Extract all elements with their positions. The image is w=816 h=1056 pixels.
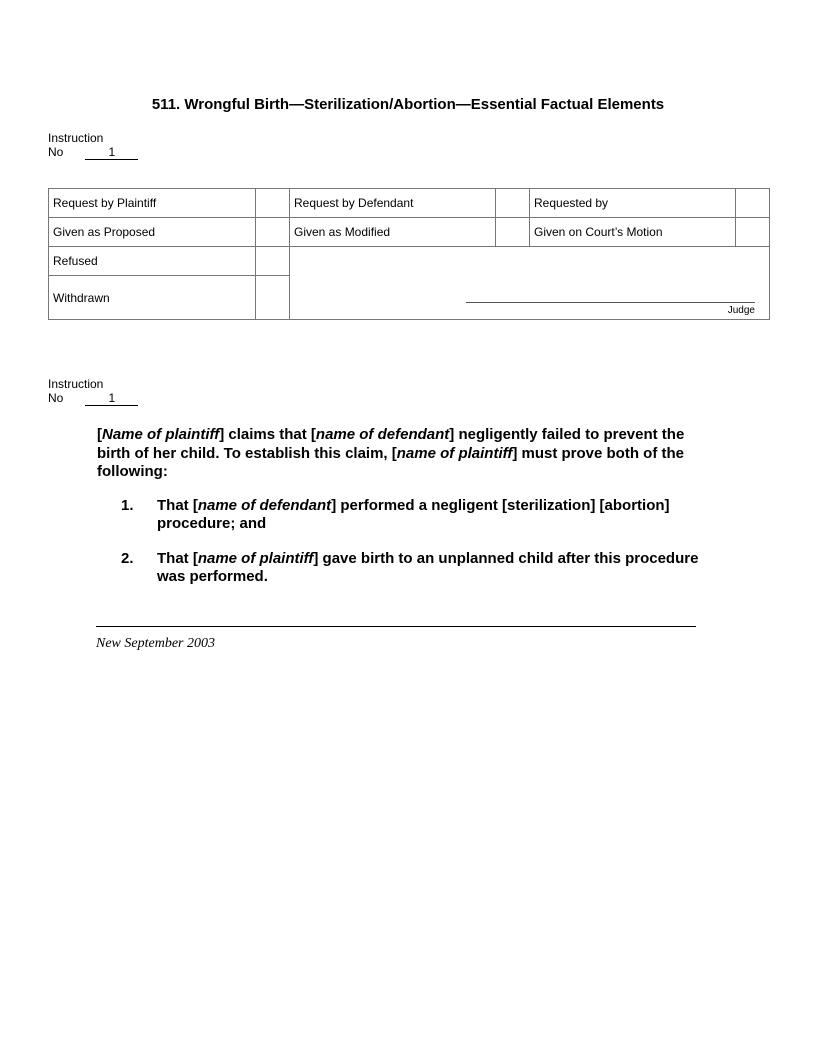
placeholder-defendant: name of defendant bbox=[315, 426, 450, 443]
element-number: 1. bbox=[121, 496, 134, 514]
judge-signature-line[interactable] bbox=[466, 302, 755, 303]
element-text: That [ bbox=[157, 496, 198, 514]
placeholder-plaintiff: Name of plaintiff bbox=[102, 426, 220, 443]
instruction-no-row bbox=[48, 145, 138, 160]
given-as-modified-checkbox[interactable] bbox=[496, 218, 530, 247]
divider bbox=[96, 626, 696, 627]
given-as-proposed-checkbox[interactable] bbox=[256, 218, 290, 247]
withdrawn-checkbox[interactable] bbox=[256, 276, 290, 320]
intro-paragraph bbox=[97, 426, 717, 482]
request-by-defendant-label: Request by Defendant bbox=[290, 189, 496, 218]
instruction-no-value: 1 bbox=[85, 392, 138, 406]
given-as-modified-label: Given as Modified bbox=[290, 218, 496, 247]
request-by-defendant-checkbox[interactable] bbox=[496, 189, 530, 218]
elements-list bbox=[97, 497, 717, 587]
instruction-number-block-bottom bbox=[48, 377, 138, 406]
element-text: That [ bbox=[157, 549, 198, 567]
element-text: ] performed a negligent [sterilization] [abortion] procedure; and bbox=[157, 496, 670, 532]
requested-by-checkbox[interactable] bbox=[736, 189, 770, 218]
intro-text: ] claims that [ bbox=[219, 426, 316, 443]
judge-signature-area bbox=[290, 247, 770, 320]
given-on-courts-motion-checkbox[interactable] bbox=[736, 218, 770, 247]
list-item bbox=[97, 497, 717, 534]
given-as-proposed-label: Given as Proposed bbox=[49, 218, 256, 247]
placeholder-plaintiff: name of plaintiff bbox=[197, 549, 314, 567]
instruction-title: 511. Wrongful Birth—Sterilization/Abortion—Essential Factual Elements bbox=[151, 96, 665, 113]
instruction-number-block-top bbox=[48, 131, 138, 160]
instruction-label: Instruction bbox=[48, 377, 104, 391]
table-row bbox=[49, 247, 770, 276]
element-number: 2. bbox=[121, 549, 134, 567]
element-text: ] gave birth to an unplanned child after this procedure was performed. bbox=[157, 549, 699, 585]
instruction-no-label: No bbox=[48, 145, 64, 159]
table-row bbox=[49, 218, 770, 247]
placeholder-defendant: name of defendant bbox=[197, 496, 332, 514]
refused-label: Refused bbox=[49, 247, 256, 276]
list-item bbox=[97, 550, 717, 587]
instruction-no-row bbox=[48, 391, 138, 406]
placeholder-plaintiff: name of plaintiff bbox=[396, 444, 513, 462]
withdrawn-label: Withdrawn bbox=[49, 276, 256, 320]
instruction-label: Instruction bbox=[48, 131, 104, 145]
judge-label: Judge bbox=[727, 305, 755, 316]
instruction-no-label: No bbox=[48, 391, 64, 405]
intro-text: ] must prove both of the following: bbox=[97, 444, 684, 480]
intro-text: ] negligently failed to prevent the birth of her child. To establish this claim, [ bbox=[97, 426, 685, 462]
instruction-body bbox=[97, 426, 717, 603]
given-on-courts-motion-label: Given on Court’s Motion bbox=[530, 218, 736, 247]
request-disposition-table bbox=[48, 188, 770, 320]
request-by-plaintiff-label: Request by Plaintiff bbox=[49, 189, 256, 218]
instruction-no-value: 1 bbox=[85, 146, 138, 160]
refused-checkbox[interactable] bbox=[256, 247, 290, 276]
table-row bbox=[49, 189, 770, 218]
bracket-text: [ bbox=[97, 426, 102, 443]
history-note: New September 2003 bbox=[96, 636, 215, 651]
requested-by-label: Requested by bbox=[530, 189, 736, 218]
request-by-plaintiff-checkbox[interactable] bbox=[256, 189, 290, 218]
